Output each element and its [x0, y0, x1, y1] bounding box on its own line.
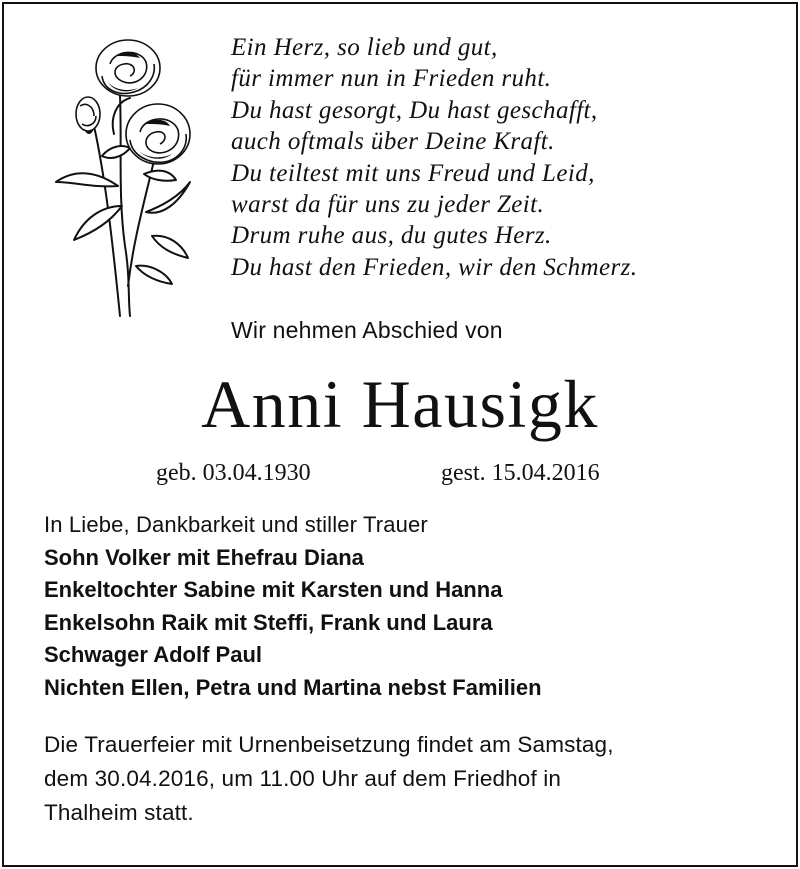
funeral-service-info — [44, 728, 614, 830]
poem-line: auch oftmals über Deine Kraft. — [231, 128, 555, 156]
mourner-name: Nichten Ellen, Petra und Martina nebst Familien — [44, 674, 542, 700]
service-line: Die Trauerfeier mit Urnenbeisetzung findet am Samstag, — [44, 732, 614, 757]
poem-line: Ein Herz, so lieb und gut, — [231, 34, 498, 61]
mourner-name: Sohn Volker mit Ehefrau Diana — [44, 544, 364, 570]
poem-line: für immer nun in Frieden ruht. — [231, 65, 552, 93]
mourners-intro: In Liebe, Dankbarkeit und stiller Trauer — [44, 512, 428, 537]
poem-line: Du teiltest mit uns Freud und Leid, — [231, 159, 595, 187]
poem-line: Drum ruhe aus, du gutes Herz. — [231, 222, 552, 250]
poem — [231, 32, 637, 283]
mourner-name: Enkelsohn Raik mit Steffi, Frank und Laura — [44, 609, 493, 635]
poem-line: Du hast gesorgt, Du hast geschafft, — [231, 96, 598, 124]
rose-illustration-icon — [50, 36, 200, 322]
service-line: dem 30.04.2016, um 11.00 Uhr auf dem Friedhof in — [44, 766, 562, 791]
deceased-name: Anni Hausigk — [201, 366, 599, 442]
mourners-list — [44, 509, 542, 704]
poem-line: warst da für uns zu jeder Zeit. — [231, 191, 545, 219]
mourner-name: Schwager Adolf Paul — [44, 642, 263, 667]
death-date: gest. 15.04.2016 — [441, 460, 600, 486]
birth-date: geb. 03.04.1930 — [156, 460, 311, 486]
service-line: Thalheim statt. — [44, 800, 194, 825]
farewell-intro: Wir nehmen Abschied von — [231, 317, 503, 343]
mourner-name: Enkeltochter Sabine mit Karsten und Hanna — [44, 577, 503, 602]
poem-line: Du hast den Frieden, wir den Schmerz. — [231, 253, 638, 281]
